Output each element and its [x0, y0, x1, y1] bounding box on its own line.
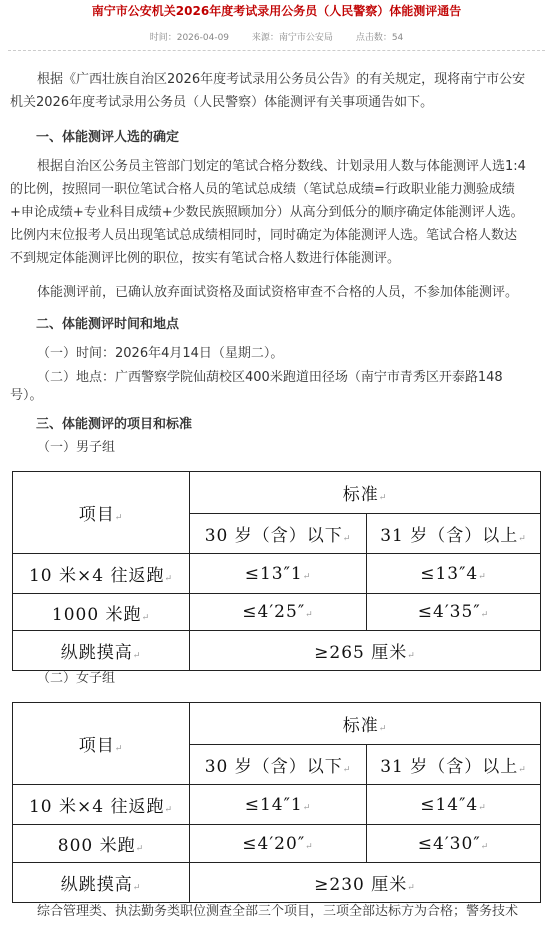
age-30-under-header: 30 岁（含）以下↵ [190, 514, 367, 554]
standard-value: ≥230 厘米↵ [190, 863, 541, 903]
item-name: 纵跳摸高↵ [13, 631, 190, 671]
standard-value: ≤4′25″↵ [190, 594, 367, 631]
standard-value: ≤4′20″↵ [190, 825, 367, 863]
standard-value: ≤4′35″↵ [367, 594, 541, 631]
source: 来源：南宁市公安局 [251, 33, 333, 43]
item-name: 10 米×4 往返跑↵ [13, 554, 190, 594]
item-name: 800 米跑↵ [13, 825, 190, 863]
item-header: 项目↵ [13, 703, 190, 785]
standard-header: 标准↵ [190, 703, 541, 745]
section-1-text-line-1: 根据自治区公务员主管部门划定的笔试合格分数线、计划录用人数与体能测评人选1:4 [37, 159, 526, 174]
item-name: 1000 米跑↵ [13, 594, 190, 631]
standard-value: ≤13″1↵ [190, 554, 367, 594]
item-header: 项目↵ [13, 472, 190, 554]
section-2-heading: 二、体能测评时间和地点 [36, 317, 180, 332]
age-30-under-header: 30 岁（含）以下↵ [190, 745, 367, 785]
test-place-line-2: 号）。 [10, 388, 43, 403]
age-31-over-header: 31 岁（含）以上↵ [367, 514, 541, 554]
title-divider [8, 50, 545, 51]
item-name: 10 米×4 往返跑↵ [13, 785, 190, 825]
item-name: 纵跳摸高↵ [13, 863, 190, 903]
section-1-text-line-4: 比例内末位报考人员出现笔试总成绩相同时，同时确定为体能测评人选。笔试合格人数达 [10, 228, 518, 243]
table-row [13, 554, 541, 594]
article-title: 南宁市公安机关2026年度考试录用公务员（人民警察）体能测评通告 [91, 4, 462, 18]
standard-header: 标准↵ [190, 472, 541, 514]
standard-value: ≤14″4↵ [367, 785, 541, 825]
age-31-over-header: 31 岁（含）以上↵ [367, 745, 541, 785]
table-row [13, 825, 541, 863]
standard-value: ≥265 厘米↵ [190, 631, 541, 671]
table-row [13, 594, 541, 631]
section-3-heading: 三、体能测评的项目和标准 [36, 417, 193, 432]
publish-time: 时间：2026-04-09 [149, 33, 230, 43]
section-1-text-line-6: 体能测评前，已确认放弃面试资格及面试资格审查不合格的人员，不参加体能测评。 [37, 285, 519, 300]
table-row [13, 631, 541, 671]
female-standards-table [12, 702, 541, 903]
intro-paragraph-line-2: 机关2026年度考试录用公务员（人民警察）体能测评有关事项通告如下。 [10, 95, 434, 110]
section-1-text-line-3: +申论成绩+专业科目成绩+少数民族照顾加分）从高分到低分的顺序确定体能测评人选。 [10, 205, 524, 220]
section-1-heading: 一、体能测评人选的确定 [36, 130, 180, 145]
female-group-label: （二）女子组 [37, 671, 116, 686]
intro-paragraph-line-1: 根据《广西壮族自治区2026年度考试录用公务员公告》的有关规定，现将南宁市公安 [37, 72, 526, 87]
article-meta [0, 30, 553, 43]
closing-paragraph: 综合管理类、执法勤务类职位测查全部三个项目，三项全部达标方为合格；警务技术 [37, 904, 519, 919]
standard-value: ≤13″4↵ [367, 554, 541, 594]
standard-value: ≤4′30″↵ [367, 825, 541, 863]
table-row [13, 785, 541, 825]
male-standards-table [12, 471, 541, 671]
table-row [13, 863, 541, 903]
test-place-line-1: （二）地点：广西警察学院仙葫校区400米跑道田径场（南宁市青秀区开泰路148 [37, 370, 503, 385]
section-1-text-line-2: 的比例，按照同一职位笔试合格人员的笔试总成绩（笔试总成绩=行政职业能力测验成绩 [10, 182, 515, 197]
male-group-label: （一）男子组 [37, 440, 116, 455]
click-count: 点击数：54 [355, 33, 404, 43]
standard-value: ≤14″1↵ [190, 785, 367, 825]
test-time: （一）时间：2026年4月14日（星期二）。 [37, 346, 284, 361]
section-1-text-line-5: 不到规定体能测评比例的职位，按实有笔试合格人数进行体能测评。 [10, 251, 401, 266]
